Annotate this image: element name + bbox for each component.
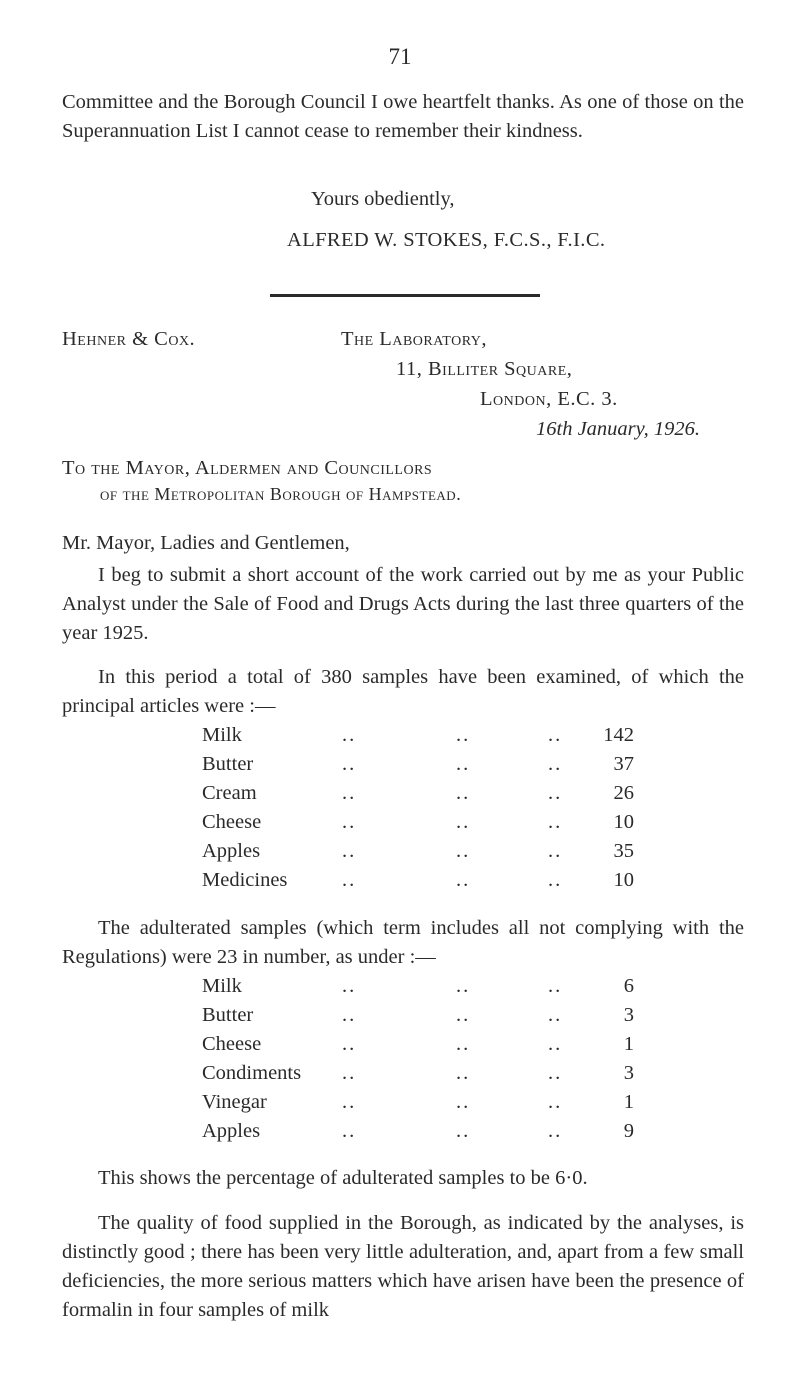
samples-count: 142 bbox=[603, 724, 634, 746]
adulterated-count: 1 bbox=[623, 1033, 634, 1055]
adulterated-count: 9 bbox=[623, 1120, 634, 1142]
closing-line: Yours obediently, bbox=[311, 188, 455, 210]
adulterated-row: Cheese .. .. .. 1 bbox=[202, 1033, 634, 1055]
samples-item: Butter bbox=[202, 753, 254, 775]
adulterated-row: Butter .. .. .. 3 bbox=[202, 1004, 634, 1026]
paragraph-2: In this period a total of 380 samples have been examined, of which the principal articles were :— bbox=[62, 666, 744, 717]
address-line-2: 11, Billiter Square, bbox=[396, 358, 573, 380]
samples-count: 10 bbox=[613, 869, 634, 891]
adulterated-count: 3 bbox=[623, 1062, 634, 1084]
opening-paragraph: Committee and the Borough Council I owe heartfelt thanks. As one of those on the Superannuation List I cannot cease to remember their kindness. bbox=[62, 91, 744, 142]
adulterated-item: Milk bbox=[202, 975, 242, 997]
adulterated-row: Apples .. .. .. 9 bbox=[202, 1120, 634, 1142]
adulterated-item: Butter bbox=[202, 1004, 254, 1026]
samples-count: 37 bbox=[613, 753, 634, 775]
address-line-3: London, E.C. 3. bbox=[480, 388, 618, 410]
signature: ALFRED W. STOKES, F.C.S., F.I.C. bbox=[287, 229, 606, 251]
paragraph-5: The quality of food supplied in the Borough, as indicated by the analyses, is distinctly good ; there has been very little adulteration, and, apart from a few small deficiencies, the more serious matters which have arisen have been the presence of formalin in four samples of milk bbox=[62, 1212, 744, 1321]
samples-item: Cream bbox=[202, 782, 257, 804]
samples-row: Apples .. .. .. 35 bbox=[202, 840, 634, 862]
samples-item: Milk bbox=[202, 724, 242, 746]
adulterated-row: Condiments .. .. .. 3 bbox=[202, 1062, 634, 1084]
paragraph-4: This shows the percentage of adulterated samples to be 6·0. bbox=[98, 1167, 588, 1189]
addressee-line-1: To the Mayor, Aldermen and Councillors bbox=[62, 457, 433, 479]
adulterated-row: Milk .. .. .. 6 bbox=[202, 975, 634, 997]
paragraph-1: I beg to submit a short account of the work carried out by me as your Public Analyst under the Sale of Food and Drugs Acts during the last three quarters of the year 1925. bbox=[62, 564, 744, 644]
adulterated-item: Condiments bbox=[202, 1062, 302, 1084]
paragraph-3: The adulterated samples (which term includes all not complying with the Regulations) were 23 in number, as under :— bbox=[62, 917, 744, 968]
samples-item: Medicines bbox=[202, 869, 288, 891]
page-number: 71 bbox=[388, 44, 412, 69]
samples-row: Cream .. .. .. 26 bbox=[202, 782, 634, 804]
salutation: Mr. Mayor, Ladies and Gentlemen, bbox=[62, 532, 350, 554]
samples-row: Milk .. .. .. 142 bbox=[202, 724, 634, 746]
adulterated-count: 3 bbox=[623, 1004, 634, 1026]
samples-row: Medicines .. .. .. 10 bbox=[202, 869, 634, 891]
samples-count: 10 bbox=[613, 811, 634, 833]
adulterated-count: 1 bbox=[623, 1091, 634, 1113]
adulterated-item: Apples bbox=[202, 1120, 261, 1142]
samples-row: Butter .. .. .. 37 bbox=[202, 753, 634, 775]
letter-date: 16th January, 1926. bbox=[536, 418, 700, 440]
samples-item: Apples bbox=[202, 840, 261, 862]
adulterated-item: Vinegar bbox=[202, 1091, 267, 1113]
adulterated-count: 6 bbox=[623, 975, 634, 997]
adulterated-row: Vinegar .. .. .. 1 bbox=[202, 1091, 634, 1113]
address-line-1: The Laboratory, bbox=[341, 328, 487, 350]
samples-row: Cheese .. .. .. 10 bbox=[202, 811, 634, 833]
adulterated-item: Cheese bbox=[202, 1033, 262, 1055]
addressee-line-2: of the Metropolitan Borough of Hampstead. bbox=[100, 484, 462, 504]
samples-count: 35 bbox=[613, 840, 634, 862]
samples-count: 26 bbox=[613, 782, 634, 804]
section-divider bbox=[270, 294, 540, 297]
firm-name: Hehner & Cox. bbox=[62, 328, 196, 350]
samples-item: Cheese bbox=[202, 811, 262, 833]
